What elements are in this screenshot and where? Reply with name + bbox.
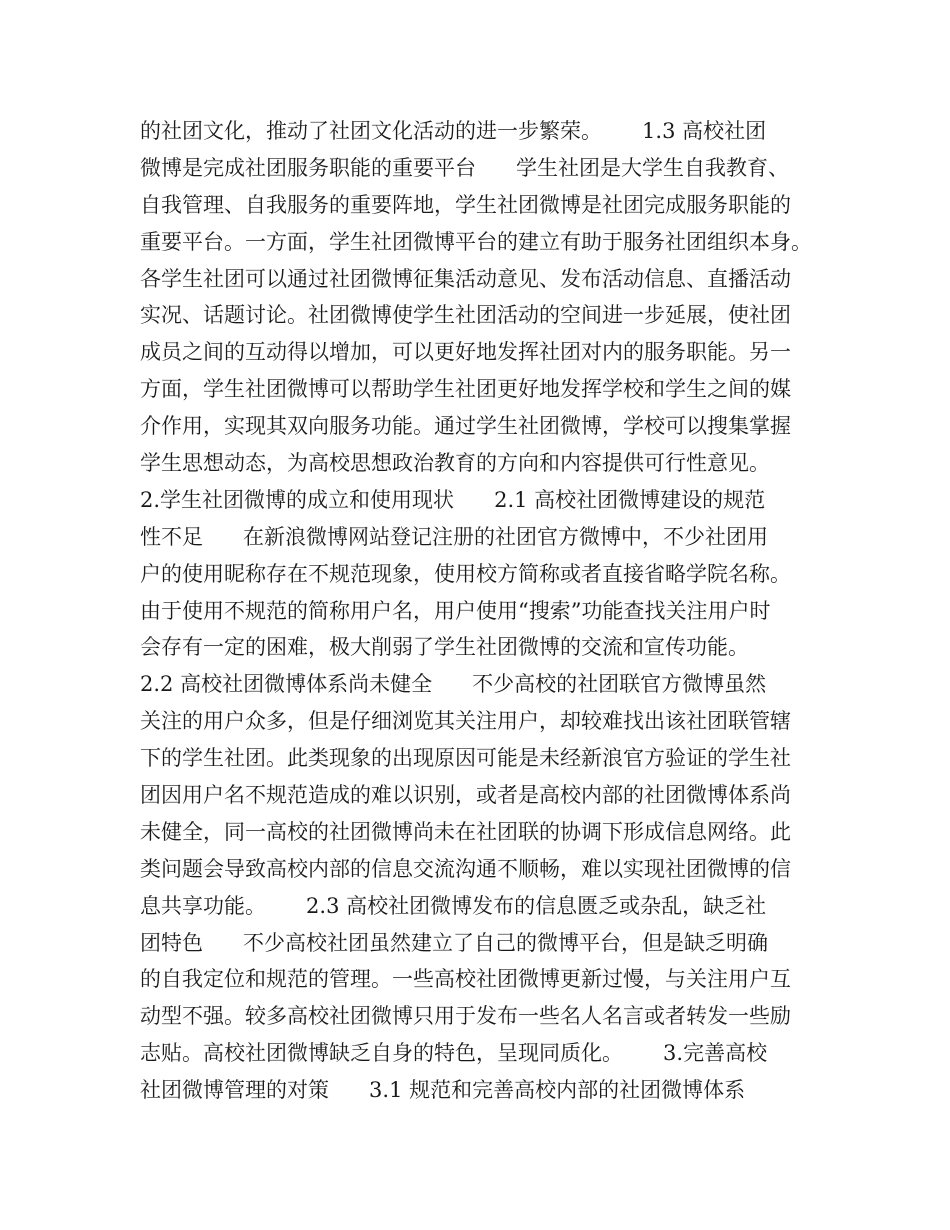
text-line: 学生思想动态，为高校思想政治教育的方向和内容提供可行性意见。 bbox=[140, 451, 770, 476]
text-line: 的自我定位和规范的管理。一些高校社团微博更新过慢，与关注用户互 bbox=[140, 967, 791, 992]
text-line: 团因用户名不规范造成的难以识别，或者是高校内部的社团微博体系尚 bbox=[140, 783, 791, 808]
text-line: 自我管理、自我服务的重要阵地，学生社团微博是社团完成服务职能的 bbox=[140, 192, 791, 217]
text-line: 团特色 不少高校社团虽然建立了自己的微博平台，但是缺乏明确 bbox=[140, 930, 769, 955]
body-text bbox=[140, 113, 820, 1109]
text-line: 户的使用昵称存在不规范现象，使用校方简称或者直接省略学院名称。 bbox=[140, 561, 791, 586]
text-line: 会存有一定的困难，极大削弱了学生社团微博的交流和宣传功能。 bbox=[140, 635, 749, 660]
text-line: 2.2 高校社团微博体系尚未健全 不少高校的社团联官方微博虽然 bbox=[140, 672, 767, 697]
text-line: 社团微博管理的对策 3.1 规范和完善高校内部的社团微博体系 bbox=[140, 1078, 746, 1103]
text-line: 微博是完成社团服务职能的重要平台 学生社团是大学生自我教育、 bbox=[140, 155, 790, 180]
text-line: 的社团文化，推动了社团文化活动的进一步繁荣。 1.3 高校社团 bbox=[140, 119, 767, 143]
text-line: 方面，学生社团微博可以帮助学生社团更好地发挥学校和学生之间的媒 bbox=[140, 377, 791, 402]
text-line: 息共享功能。 2.3 高校社团微博发布的信息匮乏或杂乱，缺乏社 bbox=[140, 893, 767, 918]
text-line: 由于使用不规范的简称用户名，用户使用“搜索”功能查找关注用户时 bbox=[140, 598, 771, 623]
text-line: 成员之间的互动得以增加，可以更好地发挥社团对内的服务职能。另一 bbox=[140, 340, 791, 365]
text-line: 下的学生社团。此类现象的出现原因可能是未经新浪官方验证的学生社 bbox=[140, 746, 791, 771]
text-line: 志贴。高校社团微博缺乏自身的特色，呈现同质化。 3.完善高校 bbox=[140, 1041, 768, 1066]
text-line: 动型不强。较多高校社团微博只用于发布一些名人名言或者转发一些励 bbox=[140, 1004, 791, 1029]
text-line: 重要平台。一方面，学生社团微博平台的建立有助于服务社团组织本身。 bbox=[140, 229, 812, 254]
text-line: 未健全，同一高校的社团微博尚未在社团联的协调下形成信息网络。此 bbox=[140, 819, 791, 844]
text-line: 关注的用户众多，但是仔细浏览其关注用户，却较难找出该社团联管辖 bbox=[140, 709, 791, 734]
text-line: 性不足 在新浪微博网站登记注册的社团官方微博中，不少社团用 bbox=[140, 524, 769, 549]
text-line: 类问题会导致高校内部的信息交流沟通不顺畅，难以实现社团微博的信 bbox=[140, 856, 791, 881]
text-line: 各学生社团可以通过社团微博征集活动意见、发布活动信息、直播活动 bbox=[140, 266, 791, 291]
text-line: 2.学生社团微博的成立和使用现状 2.1 高校社团微博建设的规范 bbox=[140, 487, 766, 512]
text-line: 介作用，实现其双向服务功能。通过学生社团微博，学校可以搜集掌握 bbox=[140, 414, 791, 439]
text-line: 实况、话题讨论。社团微博使学生社团活动的空间进一步延展，使社团 bbox=[140, 303, 791, 328]
